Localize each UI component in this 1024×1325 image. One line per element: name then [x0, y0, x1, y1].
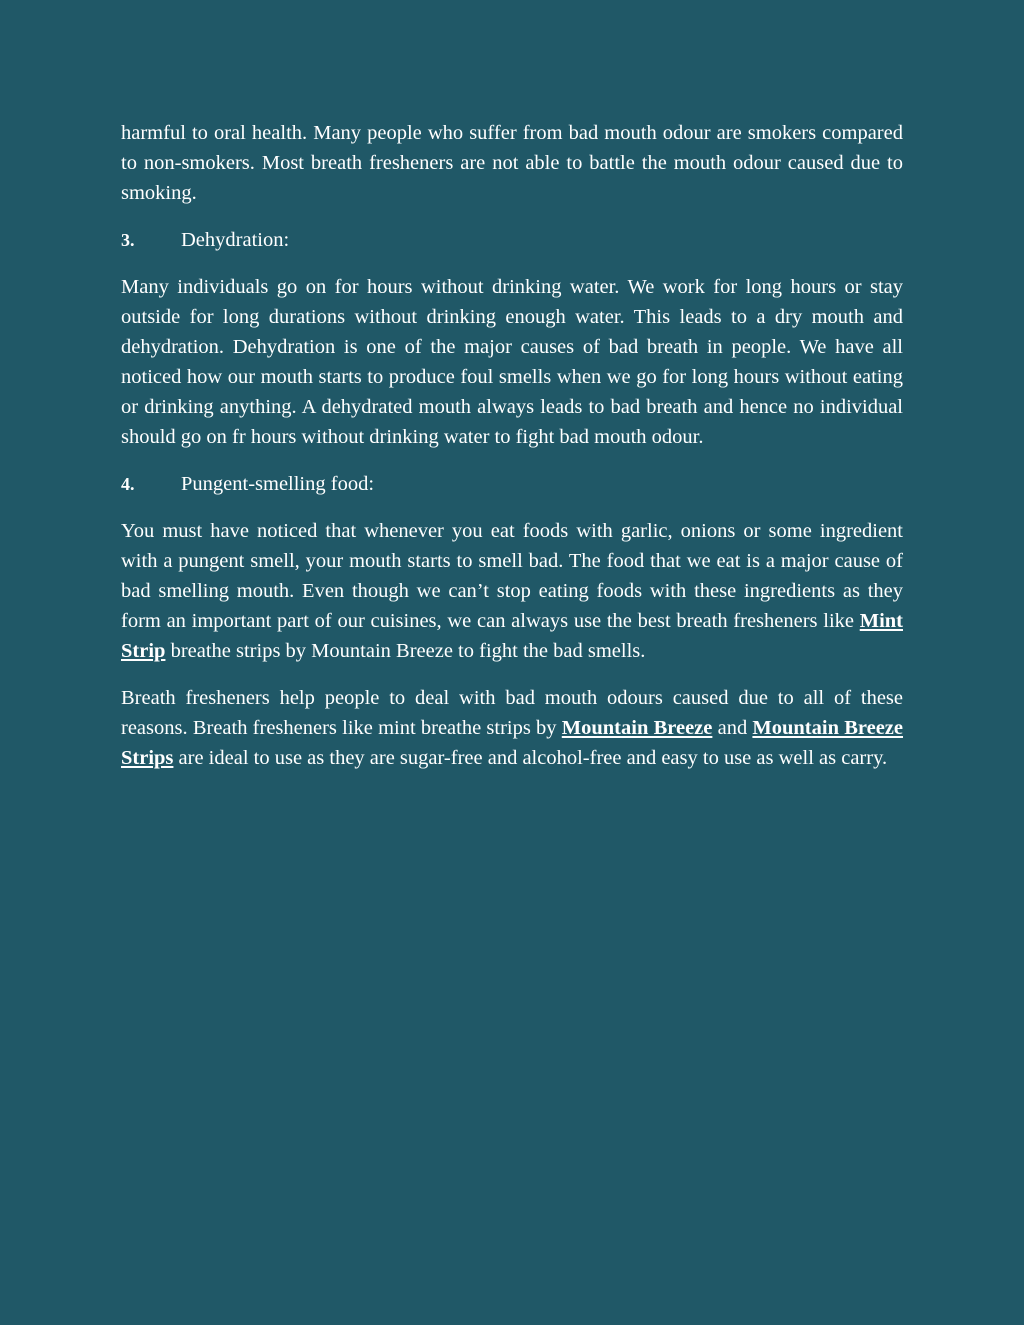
closing-text-before-link: Breath fresheners help people to deal with bad mouth odours caused due to all of these reasons. Breath fresheners like mint breathe strips by — [121, 687, 903, 739]
section-4-title: Pungent-smelling food: — [181, 473, 375, 495]
section-4-paragraph — [121, 516, 903, 666]
mint-strip-link[interactable]: Mint Strip — [121, 610, 903, 662]
mountain-breeze-strips-link[interactable]: Mountain Breeze Strips — [121, 717, 903, 769]
section-3-title: Dehydration: — [181, 229, 290, 251]
section-3-paragraph: Many individuals go on for hours without drinking water. We work for long hours or stay outside for long durations without drinking enough water. This leads to a dry mouth and dehydration. Dehydration is one of the major causes of bad breath in people. We have all noticed how our mouth starts to produce foul smells when we go for long hours without eating or drinking anything. A dehydrated mouth always leads to bad breath and hence no individual should go on fr hours without drinking water to fight bad mouth odour. — [121, 276, 903, 448]
closing-paragraph — [121, 683, 903, 773]
section-4-text-before-link: You must have noticed that whenever you eat foods with garlic, onions or some ingredient with a pungent smell, your mouth starts to smell bad. The food that we eat is a major cause of bad smelling mouth. Even though we can’t stop eating foods with these ingredients as they form an important part of our cuisines, we can always use the best breath fresheners like — [121, 520, 903, 632]
section-4-heading — [121, 469, 903, 499]
section-3-heading — [121, 225, 903, 255]
intro-paragraph: harmful to oral health. Many people who suffer from bad mouth odour are smokers compared to non-smokers. Most breath fresheners are not able to battle the mouth odour caused due to smoking. — [121, 122, 903, 204]
closing-text-after-link: are ideal to use as they are sugar-free and alcohol-free and easy to use as well as carry. — [173, 747, 888, 769]
section-4-text-after-link: breathe strips by Mountain Breeze to fight the bad smells. — [165, 640, 646, 662]
mountain-breeze-link[interactable]: Mountain Breeze — [561, 717, 713, 739]
closing-text-between-links: and — [712, 717, 753, 739]
section-3-number: 3. — [121, 230, 135, 250]
document-body — [121, 118, 903, 790]
section-4-number: 4. — [121, 474, 135, 494]
